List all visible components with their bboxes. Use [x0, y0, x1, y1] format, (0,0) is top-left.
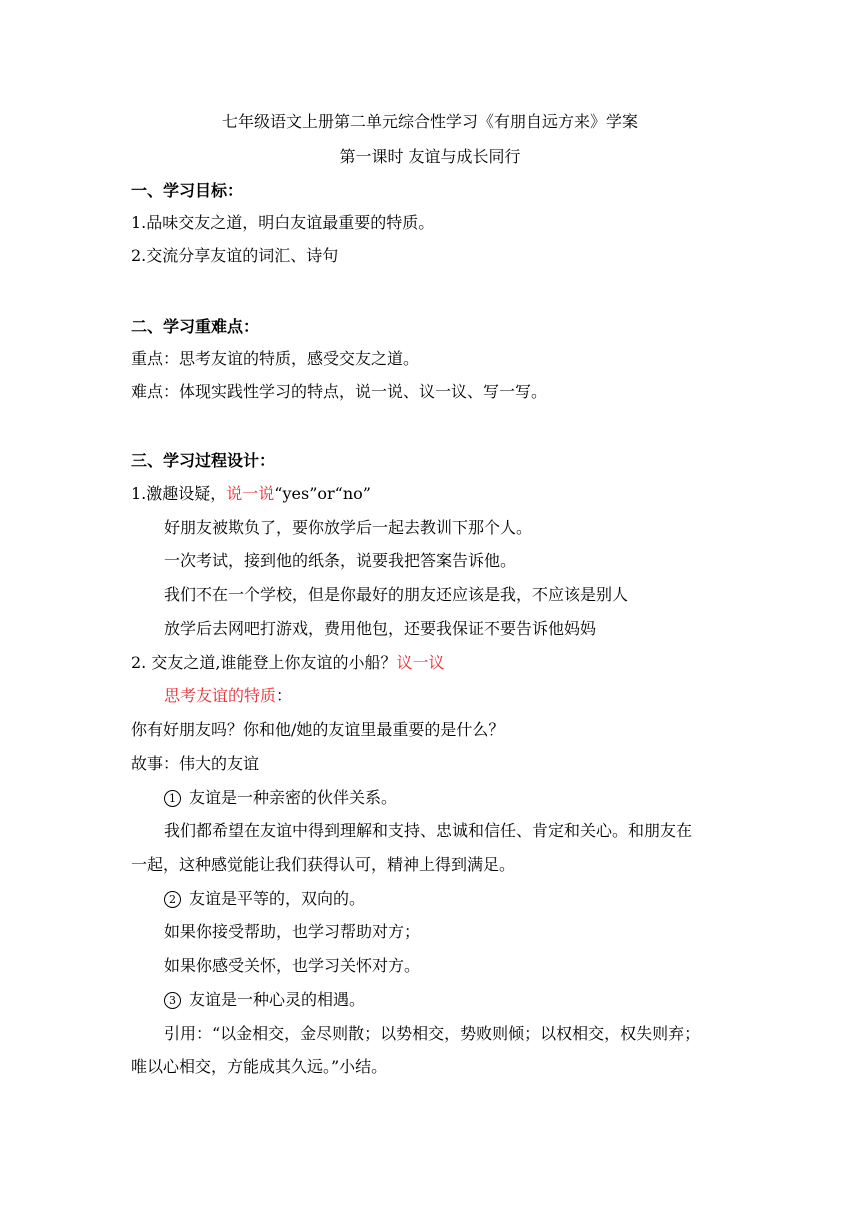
scenario-2: 一次考试，接到他的纸条，说要我把答案告诉他。 [164, 551, 517, 570]
think-line [164, 686, 764, 706]
story-line: 故事：伟大的友谊 [131, 754, 260, 773]
scenario-4: 放学后去网吧打游戏，费用他包，还要我保证不要告诉他妈妈 [164, 619, 597, 638]
document-subtitle: 第一课时 友谊与成长同行 [339, 147, 521, 166]
step2-line [131, 653, 731, 673]
step2-prefix: 2. 交友之道,谁能登上你友谊的小船？ [131, 653, 397, 672]
point2-text: 友谊是平等的，双向的。 [189, 889, 366, 908]
point1-text: 友谊是一种亲密的伙伴关系。 [189, 788, 398, 807]
quote-line-a: 引用：“以金相交，金尽则散；以势相交，势败则倾；以权相交，权失则弃； [164, 1024, 701, 1043]
quote-line-b: 唯以心相交，方能成其久远。”小结。 [131, 1057, 388, 1076]
step1-highlight: 说一说 [226, 484, 275, 503]
difficulty-point: 难点：体现实践性学习的特点，说一说、议一议、写一写。 [131, 382, 548, 401]
point1-paragraph-b: 一起，这种感觉能让我们获得认可，精神上得到满足。 [131, 855, 516, 874]
point2-line-1: 如果你接受帮助，也学习帮助对方； [164, 922, 421, 941]
objective-item-2: 2.交流分享友谊的词汇、诗句 [131, 246, 339, 265]
point1-line [164, 788, 764, 808]
step1-suffix: “yes”or“no” [274, 484, 371, 503]
point2-line-2: 如果你感受关怀，也学习关怀对方。 [164, 956, 421, 975]
point2-line [164, 889, 764, 909]
think-label: 思考友谊的特质 [164, 686, 277, 705]
step2-highlight: 议一议 [396, 653, 445, 672]
step1-line [131, 484, 731, 504]
section1-heading: 一、学习目标： [131, 181, 244, 200]
step1-prefix: 1.激趣设疑， [131, 484, 227, 503]
point3-line [164, 990, 764, 1010]
focus-point: 重点：思考友谊的特质，感受交友之道。 [131, 349, 420, 368]
question-line: 你有好朋友吗？你和他/她的友谊里最重要的是什么？ [131, 720, 505, 739]
circled-number-1: 1 [164, 790, 181, 807]
circled-number-3: 3 [164, 992, 181, 1009]
objective-item-1: 1.品味交友之道，明白友谊最重要的特质。 [131, 213, 435, 232]
section3-heading: 三、学习过程设计： [131, 451, 276, 470]
circled-number-2: 2 [164, 891, 181, 908]
section2-heading: 二、学习重难点： [131, 317, 260, 336]
point3-text: 友谊是一种心灵的相遇。 [189, 990, 366, 1009]
scenario-1: 好朋友被欺负了，要你放学后一起去教训下那个人。 [164, 518, 533, 537]
scenario-3: 我们不在一个学校，但是你最好的朋友还应该是我，不应该是别人 [164, 585, 629, 604]
document-title: 七年级语文上册第二单元综合性学习《有朋自远方来》学案 [221, 112, 638, 131]
point1-paragraph-a: 我们都希望在友谊中得到理解和支持、忠诚和信任、肯定和关心。和朋友在 [164, 821, 693, 840]
think-colon: ： [276, 686, 293, 705]
